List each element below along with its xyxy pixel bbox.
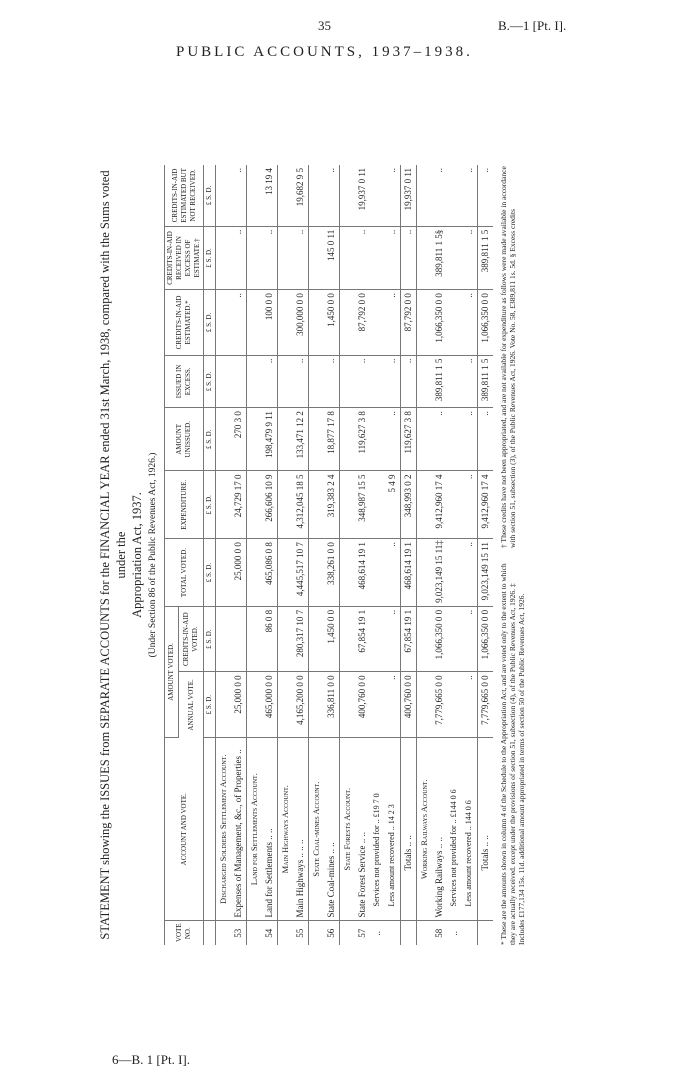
amount-cell-recv-excess: ..	[462, 226, 478, 289]
table-row	[262, 165, 278, 945]
amount-cell-annual	[447, 672, 462, 738]
table-row	[370, 165, 385, 945]
vote-number	[247, 921, 263, 945]
amount-cell-exp: 348,993 0 2	[401, 471, 417, 539]
table-row	[462, 165, 478, 945]
table-row	[385, 165, 401, 945]
amount-cell-exp: 5 4 9	[385, 471, 401, 539]
table-body	[216, 165, 494, 945]
amount-cell-not-recv	[447, 165, 462, 226]
page-number: 35	[318, 18, 331, 33]
vote-number	[309, 921, 325, 945]
unit-lsd: £ S. D.	[204, 165, 216, 226]
amount-cell-unissued: 18,877 17 8	[324, 408, 340, 471]
unit-lsd: £ S. D.	[204, 408, 216, 471]
account-vote-label: Land for Settlements .. ..	[262, 737, 278, 921]
col-expenditure: EXPENDITURE.	[165, 471, 204, 539]
amount-cell-recv-excess: ..	[262, 226, 278, 289]
amount-cell-excess	[370, 355, 385, 407]
amount-cell-exp	[309, 471, 325, 539]
amount-cell-recv-excess: 145 0 11	[324, 226, 340, 289]
amount-cell-est	[278, 290, 294, 356]
amount-cell-unissued: 119,627 3 8	[401, 408, 417, 471]
vote-number: ..	[449, 930, 459, 936]
amount-cell-recv-excess	[370, 226, 385, 289]
statement-title	[97, 165, 145, 945]
col-vote-no: VOTE NO.	[165, 921, 204, 945]
col-total-voted: TOTAL VOTED.	[165, 539, 204, 607]
amount-cell-unissued	[216, 408, 232, 471]
amount-cell-not-recv: ..	[385, 165, 401, 226]
amount-cell-voted	[247, 606, 263, 672]
amount-cell-total: 4,445,517 10 7	[293, 539, 309, 607]
footnote-right: † These credits have not been appropriated, and are not available for expenditure as follows were made available in accordance with section 51, subsection (3), of the Public Revenues Act, 1926. Vote No. 58, £389,811 1s. 5d. § Excess credits	[499, 166, 517, 548]
amount-cell-recv-excess: ..	[293, 226, 309, 289]
amount-cell-recv-excess: 389,811 1 5	[478, 226, 494, 289]
amount-cell-annual: 400,760 0 0	[355, 672, 370, 738]
amount-cell-voted: 67,854 19 1	[401, 606, 417, 672]
amount-cell-exp: 9,412,960 17 4	[432, 471, 447, 539]
amount-cell-unissued: ..	[385, 408, 401, 471]
table-row	[355, 165, 370, 945]
amount-cell-voted: ..	[462, 606, 478, 672]
account-heading: State Coal-mines Account.	[309, 737, 325, 921]
amount-cell-est	[309, 290, 325, 356]
amount-cell-total: 9,023,149 15 11‡	[432, 539, 447, 607]
footnotes	[499, 165, 526, 945]
account-heading: State Forests Account.	[340, 737, 356, 921]
account-heading: Main Highways Account.	[278, 737, 294, 921]
amount-cell-recv-excess: 389,811 1 5§	[432, 226, 447, 289]
account-heading-row	[417, 165, 433, 945]
amount-cell-total	[447, 539, 462, 607]
vote-number	[278, 921, 294, 945]
unit-lsd: £ S. D.	[204, 606, 216, 672]
amount-cell-not-recv	[216, 165, 232, 226]
amount-cell-annual: ..	[385, 672, 401, 738]
amount-cell-annual	[370, 672, 385, 738]
amount-cell-total	[278, 539, 294, 607]
amount-cell-unissued	[447, 408, 462, 471]
col-cia-estimated: CREDITS-IN-AID ESTIMATED.*	[165, 290, 204, 356]
table-row	[293, 165, 309, 945]
amount-cell-total: 465,086 0 8	[262, 539, 278, 607]
amount-cell-not-recv	[278, 165, 294, 226]
amount-cell-exp: 319,383 2 4	[324, 471, 340, 539]
account-heading-row	[278, 165, 294, 945]
account-vote-label: Totals .. ..	[401, 737, 417, 921]
amount-cell-excess	[417, 355, 433, 407]
amount-cell-est	[340, 290, 356, 356]
vote-number	[340, 921, 356, 945]
unit-lsd: £ S. D.	[204, 226, 216, 289]
table-row	[432, 165, 447, 945]
amount-cell-voted	[340, 606, 356, 672]
amount-cell-unissued: 133,471 12 2	[293, 408, 309, 471]
amount-cell-not-recv: ..	[231, 165, 247, 226]
statement-title-line2: Appropriation Act, 1937.	[130, 492, 144, 618]
col-annual-vote: ANNUAL VOTE.	[179, 672, 204, 738]
amount-cell-est	[216, 290, 232, 356]
amount-cell-exp	[216, 471, 232, 539]
unit-blank	[204, 921, 216, 945]
amount-cell-not-recv: 19,937 0 11	[355, 165, 370, 226]
statement-subtitle: (Under Section 86 of the Public Revenues Act, 1926.)	[148, 452, 158, 658]
account-vote-label: State Forest Service .. ..	[355, 737, 370, 921]
amount-cell-annual	[417, 672, 433, 738]
amount-cell-unissued: 119,627 3 8	[355, 408, 370, 471]
amount-cell-total: ..	[385, 539, 401, 607]
amount-cell-exp	[417, 471, 433, 539]
amount-cell-total: 468,614 19 1	[401, 539, 417, 607]
amount-cell-not-recv	[309, 165, 325, 226]
amount-cell-est: 300,000 0 0	[293, 290, 309, 356]
amount-cell-exp: ..	[462, 471, 478, 539]
amount-cell-recv-excess	[417, 226, 433, 289]
table-row	[324, 165, 340, 945]
amount-cell-voted: 67,854 19 1	[355, 606, 370, 672]
amount-cell-total: 338,261 0 0	[324, 539, 340, 607]
amount-cell-exp	[340, 471, 356, 539]
account-heading: Land for Settlements Account.	[247, 737, 263, 921]
vote-number	[462, 921, 478, 945]
amount-cell-est: ..	[385, 290, 401, 356]
totals-row	[401, 165, 417, 945]
account-vote-label: Services not provided for .. £19 7 0	[370, 737, 385, 921]
amount-cell-not-recv	[340, 165, 356, 226]
amount-cell-not-recv: 19,937 0 11	[401, 165, 417, 226]
col-credits-voted: CREDITS-IN-AID VOTED.	[179, 606, 204, 672]
amount-cell-voted: 1,066,350 0 0	[432, 606, 447, 672]
footer-reference: 6—B. 1 [Pt. I].	[112, 1052, 190, 1067]
table-row	[231, 165, 247, 945]
account-heading-row	[247, 165, 263, 945]
rotated-statement-sheet	[97, 165, 677, 945]
amount-cell-recv-excess	[447, 226, 462, 289]
amount-cell-excess: ..	[293, 355, 309, 407]
amount-cell-not-recv	[417, 165, 433, 226]
amount-cell-exp: 266,606 10 9	[262, 471, 278, 539]
col-cia-not-received: CREDITS-IN-AID ESTIMATED BUT NOT RECEIVED.	[165, 165, 204, 226]
amount-cell-annual: 7,779,665 0 0	[478, 672, 494, 738]
amount-cell-excess: 389,811 1 5	[432, 355, 447, 407]
amount-cell-est: ..	[231, 290, 247, 356]
amount-cell-recv-excess	[247, 226, 263, 289]
vote-number: 57	[357, 928, 367, 938]
amount-cell-unissued	[247, 408, 263, 471]
amount-cell-exp: 24,729 17 0	[231, 471, 247, 539]
amount-cell-annual: 465,000 0 0	[262, 672, 278, 738]
amount-cell-unissued	[340, 408, 356, 471]
account-vote-label: Less amount recovered .. 14 2 3	[385, 737, 401, 921]
vote-number	[385, 921, 401, 945]
vote-number	[417, 921, 433, 945]
table-row	[447, 165, 462, 945]
amount-cell-total: 468,614 19 1	[355, 539, 370, 607]
amount-cell-annual: 336,811 0 0	[324, 672, 340, 738]
amount-cell-total: 25,000 0 0	[231, 539, 247, 607]
account-vote-label: Less amount recovered .. 144 0 6	[462, 737, 478, 921]
vote-number: ..	[372, 930, 382, 936]
amount-cell-est: 1,066,350 0 0	[478, 290, 494, 356]
col-unissued: AMOUNT UNISSUED.	[165, 408, 204, 471]
amount-cell-voted: 1,450 0 0	[324, 606, 340, 672]
amount-cell-excess	[447, 355, 462, 407]
account-vote-label: Expenses of Management, &c., of Properties ..	[231, 737, 247, 921]
account-heading-row	[309, 165, 325, 945]
amount-cell-recv-excess: ..	[385, 226, 401, 289]
amount-cell-est	[247, 290, 263, 356]
amount-cell-annual: 4,165,200 0 0	[293, 672, 309, 738]
amount-cell-est: 87,792 0 0	[355, 290, 370, 356]
amount-cell-not-recv: ..	[432, 165, 447, 226]
amount-cell-exp	[247, 471, 263, 539]
amount-cell-voted	[370, 606, 385, 672]
amount-cell-total: 9,023,149 15 11	[478, 539, 494, 607]
amount-cell-unissued	[370, 408, 385, 471]
amount-cell-excess	[247, 355, 263, 407]
amount-cell-excess: ..	[401, 355, 417, 407]
amount-cell-unissued	[417, 408, 433, 471]
amount-cell-annual: 400,760 0 0	[401, 672, 417, 738]
amount-cell-excess	[309, 355, 325, 407]
amount-cell-not-recv: ..	[462, 165, 478, 226]
amount-cell-unissued	[278, 408, 294, 471]
account-vote-label: Totals .. ..	[478, 737, 494, 921]
unit-lsd: £ S. D.	[204, 471, 216, 539]
amount-cell-excess	[216, 355, 232, 407]
amount-cell-voted	[417, 606, 433, 672]
amount-cell-annual	[309, 672, 325, 738]
amount-cell-est: 1,066,350 0 0	[432, 290, 447, 356]
amount-cell-total	[247, 539, 263, 607]
totals-row	[478, 165, 494, 945]
vote-number	[401, 921, 417, 945]
amount-cell-voted	[231, 606, 247, 672]
page-reference: B.—1 [Pt. I].	[498, 18, 567, 33]
amount-cell-est	[370, 290, 385, 356]
account-heading-row	[340, 165, 356, 945]
amount-cell-unissued: 270 3 0	[231, 408, 247, 471]
col-amount-voted: AMOUNT VOTED.	[165, 606, 179, 737]
amount-cell-excess	[278, 355, 294, 407]
vote-number	[216, 921, 232, 945]
account-heading: Discharged Soldiers Settlement Account.	[216, 737, 232, 921]
amount-cell-annual: 7,779,665 0 0	[432, 672, 447, 738]
amount-cell-not-recv: 13 19 4	[262, 165, 278, 226]
amount-cell-exp: 4,312,045 18 5	[293, 471, 309, 539]
amount-cell-excess	[340, 355, 356, 407]
amount-cell-excess: ..	[324, 355, 340, 407]
amount-cell-excess: 389,811 1 5	[478, 355, 494, 407]
vote-number	[478, 921, 494, 945]
amount-cell-voted: 86 0 8	[262, 606, 278, 672]
account-vote-label: State Coal-mines .. ..	[324, 737, 340, 921]
amount-cell-voted	[447, 606, 462, 672]
amount-cell-est: 1,450 0 0	[324, 290, 340, 356]
amount-cell-recv-excess	[278, 226, 294, 289]
account-heading-row	[216, 165, 232, 945]
amount-cell-recv-excess: ..	[401, 226, 417, 289]
amount-cell-voted	[216, 606, 232, 672]
amount-cell-recv-excess	[309, 226, 325, 289]
amount-cell-not-recv	[247, 165, 263, 226]
amount-cell-excess: ..	[262, 355, 278, 407]
vote-number: 58	[434, 928, 444, 938]
amount-cell-total	[340, 539, 356, 607]
amount-cell-annual	[216, 672, 232, 738]
amount-cell-voted: 1,066,350 0 0	[478, 606, 494, 672]
amount-cell-excess: ..	[462, 355, 478, 407]
unit-blank	[204, 737, 216, 921]
statement-title-line1: STATEMENT showing the ISSUES from SEPARATE ACCOUNTS for the FINANCIAL YEAR ended 31st March, 1938, compared with the Sums voted under the	[98, 170, 128, 940]
col-excess: ISSUED IN EXCESS.	[165, 355, 204, 407]
amount-cell-exp	[278, 471, 294, 539]
col-cia-excess: CREDITS-IN-AID RECEIVED IN EXCESS OF ESTIMATE.†	[165, 226, 204, 289]
amount-cell-est: 100 0 0	[262, 290, 278, 356]
amount-cell-voted	[278, 606, 294, 672]
amount-cell-voted: ..	[385, 606, 401, 672]
account-vote-label: Services not provided for .. £144 0 6	[447, 737, 462, 921]
amount-cell-not-recv: ..	[478, 165, 494, 226]
amount-cell-excess	[231, 355, 247, 407]
amount-cell-unissued: ..	[478, 408, 494, 471]
amount-cell-recv-excess: ..	[231, 226, 247, 289]
amount-cell-not-recv: ..	[324, 165, 340, 226]
vote-number: 55	[295, 928, 305, 938]
amount-cell-annual: 25,000 0 0	[231, 672, 247, 738]
amount-cell-total	[216, 539, 232, 607]
amount-cell-est: 87,792 0 0	[401, 290, 417, 356]
amount-cell-voted: 280,317 10 7	[293, 606, 309, 672]
amount-cell-unissued: ..	[462, 408, 478, 471]
vote-number: 56	[326, 928, 336, 938]
amount-cell-voted	[309, 606, 325, 672]
amount-cell-recv-excess	[216, 226, 232, 289]
amount-cell-exp: 348,987 15 5	[355, 471, 370, 539]
account-vote-label: Main Highways .. .. ..	[293, 737, 309, 921]
amount-cell-est	[417, 290, 433, 356]
footnote-left: * These are the amounts shown in column 4 of the Schedule to the Appropriation Act, and are voted only to the extent to which they are actually received. except under the provisions of section 51, subsection (4), of the Public Revenues Act, 1926. ‡ Includes £177,134 15s. 11d. additional amount appropriated in terms of section 50 of the Public Revenues Act, 1926.	[499, 563, 526, 945]
amount-cell-exp: 9,412,960 17 4	[478, 471, 494, 539]
unit-lsd: £ S. D.	[204, 539, 216, 607]
vote-number: 53	[233, 928, 243, 938]
unit-lsd: £ S. D.	[204, 355, 216, 407]
running-title: PUBLIC ACCOUNTS, 1937–1938.	[176, 44, 473, 60]
amount-cell-excess: ..	[385, 355, 401, 407]
amount-cell-excess: ..	[355, 355, 370, 407]
amount-cell-not-recv	[370, 165, 385, 226]
amount-cell-unissued	[309, 408, 325, 471]
amount-cell-annual	[340, 672, 356, 738]
amount-cell-recv-excess	[340, 226, 356, 289]
amount-cell-unissued: 198,479 9 11	[262, 408, 278, 471]
issues-table	[164, 165, 493, 945]
amount-cell-exp	[447, 471, 462, 539]
amount-cell-annual: ..	[462, 672, 478, 738]
account-heading: Working Railways Account.	[417, 737, 433, 921]
vote-number: 54	[264, 928, 274, 938]
amount-cell-total	[370, 539, 385, 607]
amount-cell-total	[309, 539, 325, 607]
amount-cell-est	[447, 290, 462, 356]
col-account: ACCOUNT AND VOTE.	[165, 737, 204, 921]
amount-cell-unissued: ..	[432, 408, 447, 471]
amount-cell-total	[417, 539, 433, 607]
amount-cell-total: ..	[462, 539, 478, 607]
amount-cell-annual	[278, 672, 294, 738]
unit-lsd: £ S. D.	[204, 290, 216, 356]
amount-cell-exp	[370, 471, 385, 539]
amount-cell-not-recv: 19,682 9 5	[293, 165, 309, 226]
amount-cell-annual	[247, 672, 263, 738]
unit-lsd: £ S. D.	[204, 672, 216, 738]
amount-cell-est: ..	[462, 290, 478, 356]
account-vote-label: Working Railways .. ..	[432, 737, 447, 921]
amount-cell-recv-excess: ..	[355, 226, 370, 289]
